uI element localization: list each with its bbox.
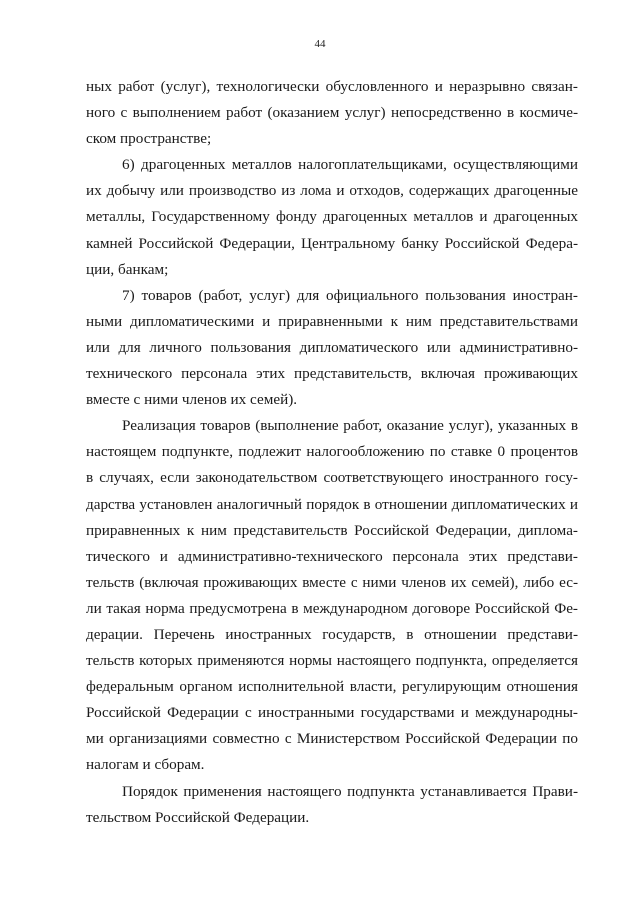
text-line: металлы, Государственному фонду драгоценных металлов и драгоценных [86, 208, 578, 226]
text-line: камней Российской Федерации, Центральному банку Российской Федера- [86, 234, 578, 252]
text-line: их добычу или производство из лома и отходов, содержащих драгоценные [86, 182, 578, 200]
text-line: тельств которых применяются нормы настоящего подпункта, определяется [86, 652, 578, 670]
text-line: вместе с ними членов их семей). [86, 391, 298, 409]
text-line: или для личного пользования дипломатического или административно- [86, 338, 578, 356]
text-line: федеральным органом исполнительной власти, регулирующим отношения [86, 678, 578, 696]
text-line: дарства установлен аналогичный порядок в отношении дипломатических и [86, 495, 578, 513]
text-line: тельством Российской Федерации. [86, 808, 310, 826]
text-line: ных работ (услуг), технологически обусловленного и неразрывно связан- [86, 78, 578, 95]
text-line: ции, банкам; [86, 260, 169, 278]
text-line: ском пространстве; [86, 130, 212, 148]
text-line: настоящем подпункте, подлежит налогообложению по ставке 0 процентов [86, 443, 578, 461]
text-line: ного с выполнением работ (оказанием услуг) непосредственно в космиче- [86, 104, 578, 122]
page-number: 44 [314, 38, 326, 50]
text-line: дерации. Перечень иностранных государств, в отношении представи- [86, 625, 578, 643]
text-line: налогам и сборам. [86, 756, 205, 774]
text-line: ли такая норма предусмотрена в международном договоре Российской Фе- [86, 599, 578, 617]
text-line: в случаях, если законодательством соответствующего иностранного госу- [86, 469, 578, 487]
text-line: 6) драгоценных металлов налогоплательщиками, осуществляющими [122, 156, 578, 174]
text-line: тического и административно-технического персонала этих представи- [86, 547, 578, 565]
text-line: ми организациями совместно с Министерством Российской Федерации по [86, 730, 578, 748]
text-line: приравненных к ним представительств Российской Федерации, диплома- [86, 521, 578, 539]
text-line: Российской Федерации с иностранными государствами и международны- [86, 704, 578, 722]
text-line: 7) товаров (работ, услуг) для официального пользования иностран- [122, 286, 578, 304]
text-line: тельств (включая проживающих вместе с ними членов их семей), либо ес- [86, 573, 578, 591]
text-line: технического персонала этих представительств, включая проживающих [86, 365, 578, 383]
text-line: ными дипломатическими и приравненными к ним представительствами [86, 312, 578, 330]
document-body [86, 74, 578, 831]
text-line: Порядок применения настоящего подпункта устанавливается Прави- [122, 782, 578, 800]
text-line: Реализация товаров (выполнение работ, оказание услуг), указанных в [122, 417, 578, 435]
